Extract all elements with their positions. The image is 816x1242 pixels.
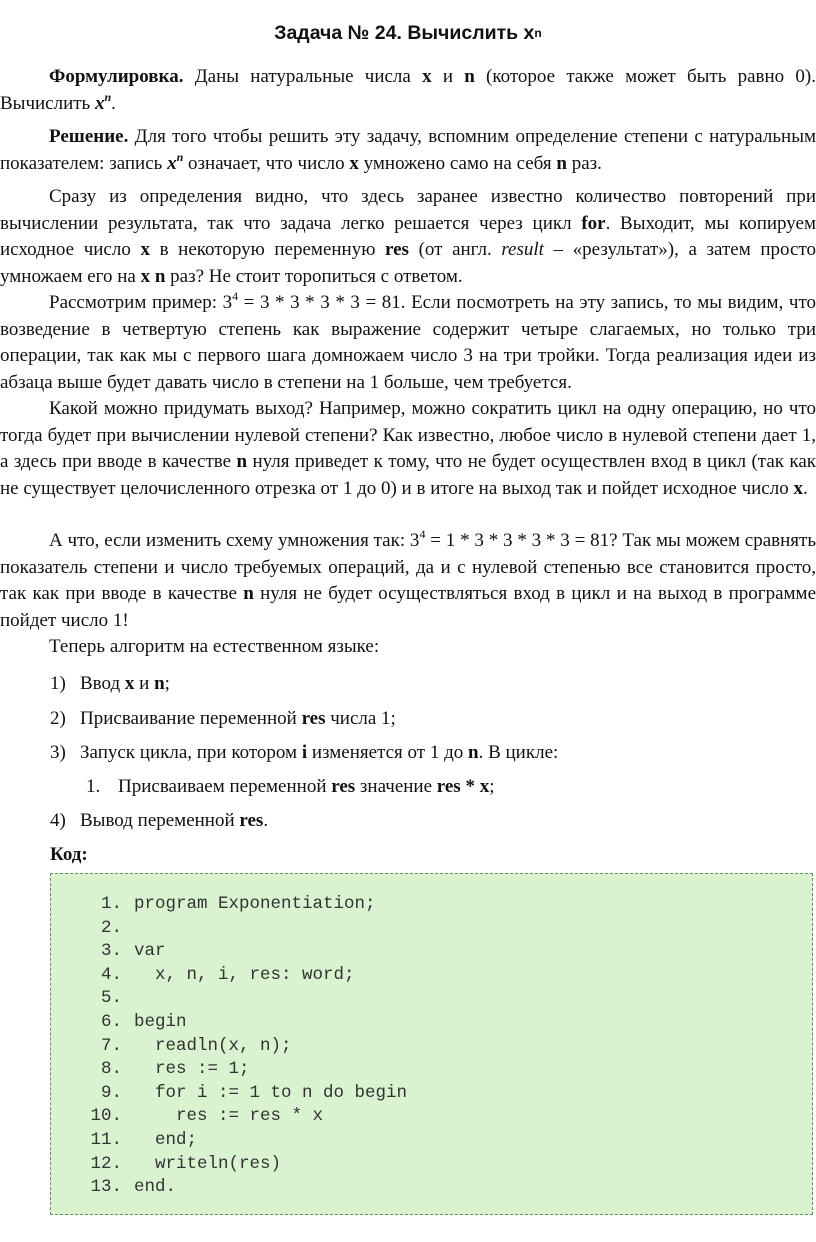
text: умножено само на себя bbox=[358, 152, 557, 174]
word-result: result bbox=[501, 239, 544, 260]
var-x: x bbox=[793, 477, 803, 499]
text: ; bbox=[489, 776, 495, 797]
text: . bbox=[802, 477, 808, 499]
var-x: x bbox=[140, 239, 150, 260]
code-line bbox=[51, 1057, 250, 1081]
text: Рассмотрим пример: 3 bbox=[49, 292, 233, 313]
text: Сразу из определения видно, что здесь заранее известно количество повторений при вычислении результата, так что задача легко решается через цикл bbox=[0, 186, 816, 234]
text: Для того чтобы решить эту задачу, вспомним определение степени с натуральным показателем: запись bbox=[0, 126, 816, 174]
text: нуля приведет к тому, что не будет осуществлен вход в цикл (так как не существует целочисленного отрезка от 1 до 0) и в итоге на выход так и пойдет исходное число bbox=[0, 451, 816, 499]
paragraph-algorithm-intro bbox=[0, 634, 816, 661]
formulation-label: Формулировка. bbox=[49, 66, 184, 87]
code-label: Код: bbox=[50, 844, 88, 865]
paragraph-solution bbox=[0, 124, 816, 177]
code-text: for i := 1 to n do begin bbox=[134, 1082, 408, 1103]
code-line bbox=[51, 916, 134, 940]
page-title bbox=[0, 22, 816, 45]
line-number: 11. bbox=[90, 1130, 122, 1150]
paragraph-example bbox=[0, 290, 816, 396]
text: означает, что число bbox=[183, 152, 350, 174]
code-text: var bbox=[134, 941, 166, 962]
code-line bbox=[51, 1128, 197, 1152]
text: Присваивание переменной bbox=[80, 708, 302, 729]
line-number: 12. bbox=[90, 1153, 122, 1174]
code-text: end; bbox=[134, 1130, 198, 1150]
text: . bbox=[111, 92, 116, 114]
text: . bbox=[263, 810, 269, 831]
var-n: n bbox=[154, 673, 165, 694]
paragraph-new-scheme bbox=[0, 528, 816, 634]
text: . В цикле: bbox=[478, 742, 559, 763]
code-text: end. bbox=[134, 1177, 177, 1198]
text: Ввод bbox=[80, 673, 125, 694]
var-n: n bbox=[464, 66, 475, 87]
line-number: 4. bbox=[100, 964, 122, 985]
list-item-output bbox=[50, 808, 268, 834]
line-number: 7. bbox=[100, 1035, 122, 1056]
text: (от англ. bbox=[408, 239, 502, 260]
line-number: 8. bbox=[100, 1059, 122, 1080]
code-line bbox=[51, 963, 355, 987]
keyword-for: for bbox=[581, 212, 606, 234]
code-line bbox=[51, 1152, 281, 1176]
code-line bbox=[51, 1104, 323, 1128]
var-res: res bbox=[331, 776, 356, 797]
text: раз. bbox=[566, 152, 602, 174]
code-line bbox=[51, 1010, 187, 1034]
var-x: x bbox=[124, 673, 135, 694]
code-text: res := res * x bbox=[134, 1106, 324, 1127]
text: Какой можно придумать выход? Например, можно сократить цикл на одну операцию, но что тогда будет при вычислении нулевой степени? Как известно, любое число в нулевой степени дает 1, а здесь при вводе в качестве bbox=[0, 398, 816, 472]
text: А что, если изменить схему умножения так: 3 bbox=[49, 530, 420, 551]
paragraph-loop-idea bbox=[0, 184, 816, 290]
power-n: n bbox=[176, 149, 184, 164]
text: раз? Не стоит торопиться с ответом. bbox=[165, 265, 463, 287]
var-res: res bbox=[385, 239, 409, 260]
code-line bbox=[51, 986, 134, 1010]
code-block bbox=[50, 873, 813, 1215]
line-number: 6. bbox=[100, 1012, 122, 1032]
var-n: n bbox=[154, 265, 166, 287]
text: Запуск цикла, при котором bbox=[80, 742, 302, 763]
list-subitem-multiply bbox=[86, 774, 494, 800]
line-number: 13. bbox=[90, 1177, 122, 1198]
code-line bbox=[51, 939, 166, 963]
var-n: n bbox=[243, 583, 254, 604]
code-text: readln(x, n); bbox=[134, 1035, 292, 1056]
line-number: 5. bbox=[100, 988, 122, 1009]
var-res: res bbox=[239, 810, 264, 831]
code-line bbox=[51, 1175, 176, 1199]
code-text: program Exponentiation; bbox=[134, 894, 376, 914]
var-x-power: x bbox=[167, 152, 177, 174]
text: . Выходит, мы копируем исходное число bbox=[0, 212, 816, 260]
text: (которое также может быть равно 0). Вычислить bbox=[0, 66, 816, 114]
line-number: 9. bbox=[100, 1082, 122, 1103]
expr-res-times-x: res * x bbox=[436, 776, 490, 797]
text: Теперь алгоритм на естественном языке: bbox=[49, 636, 380, 657]
var-x-power: x bbox=[94, 92, 105, 114]
var-n: n bbox=[556, 152, 567, 174]
code-text: x, n, i, res: word; bbox=[134, 964, 355, 985]
list-number: 1) bbox=[50, 673, 66, 694]
power-n: n bbox=[104, 89, 112, 104]
text: и bbox=[431, 66, 465, 87]
line-number: 10. bbox=[90, 1106, 122, 1127]
code-text: res := 1; bbox=[134, 1059, 250, 1080]
text: = 1 * 3 * 3 * 3 * 3 = 81? Так мы можем сравнять показатель степени и число требуемых операций, да и с нулевой степенью все становится просто, так как при вводе в качестве bbox=[0, 530, 816, 604]
var-i: i bbox=[301, 742, 308, 763]
var-x: x bbox=[140, 265, 151, 287]
list-number: 1. bbox=[86, 776, 101, 797]
text: и bbox=[134, 673, 155, 694]
var-x: x bbox=[422, 66, 432, 87]
line-number: 3. bbox=[100, 941, 122, 962]
code-line bbox=[51, 1034, 292, 1058]
text: значение bbox=[355, 776, 437, 797]
code-text: writeln(res) bbox=[134, 1153, 282, 1174]
text: – «результат»), а затем просто умножаем его на bbox=[0, 239, 816, 287]
text: изменяется от 1 до bbox=[307, 742, 469, 763]
text: = 3 * 3 * 3 * 3 = 81. Если посмотреть на эту запись, то мы видим, что возведение в четвертую степень как выражение содержит четыре слагаемых, но только три операции, так как мы с первого шага домножаем число 3 на три тройки. Тогда реализация идеи из абзаца выше будет давать число в степени на 1 больше, чем требуется. bbox=[0, 292, 816, 393]
title-text: Задача № 24. Вычислить x bbox=[274, 22, 535, 44]
text: в некоторую переменную bbox=[149, 239, 386, 260]
list-number: 2) bbox=[50, 708, 66, 729]
var-x: x bbox=[349, 152, 359, 174]
code-line bbox=[51, 1081, 407, 1105]
paragraph-formulation bbox=[0, 64, 816, 117]
paragraph-zero-power bbox=[0, 396, 816, 502]
text: ; bbox=[164, 673, 170, 694]
text: числа 1; bbox=[325, 708, 396, 729]
text: Даны натуральные числа bbox=[183, 66, 423, 87]
solution-label: Решение. bbox=[49, 126, 129, 147]
code-line bbox=[51, 892, 376, 916]
exponent: 4 bbox=[232, 289, 239, 303]
var-n: n bbox=[468, 742, 479, 763]
list-item-assign bbox=[50, 706, 396, 732]
text: Присваиваем переменной bbox=[118, 776, 332, 797]
code-text: begin bbox=[134, 1012, 187, 1032]
title-superscript: n bbox=[534, 26, 542, 40]
list-item-loop bbox=[50, 740, 558, 766]
list-item-input bbox=[50, 671, 170, 697]
list-number: 4) bbox=[50, 810, 66, 831]
list-number: 3) bbox=[50, 742, 66, 763]
var-res: res bbox=[301, 708, 326, 729]
line-number: 2. bbox=[100, 917, 122, 938]
text: нуля не будет осуществляться вход в цикл и на выход в программе пойдет число 1! bbox=[0, 583, 816, 631]
exponent: 4 bbox=[419, 527, 426, 541]
var-n: n bbox=[236, 451, 248, 472]
line-number: 1. bbox=[100, 894, 122, 914]
text: Вывод переменной bbox=[80, 810, 240, 831]
